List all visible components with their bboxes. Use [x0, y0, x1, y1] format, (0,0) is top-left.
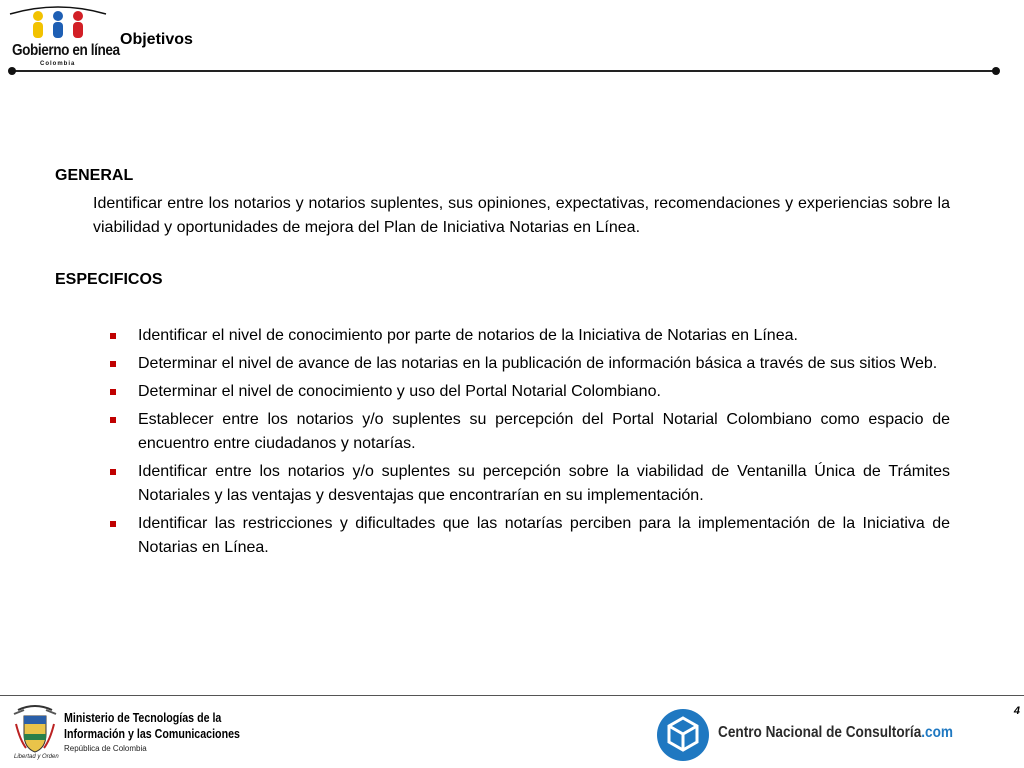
list-item — [55, 512, 950, 560]
bullet-square-icon — [110, 417, 116, 423]
colombia-coat-of-arms-icon — [12, 704, 58, 760]
general-heading: GENERAL — [55, 167, 134, 184]
motto: Libertad y Orden — [14, 754, 59, 760]
footer-divider — [0, 695, 1024, 696]
divider-left-dot — [8, 67, 16, 75]
bullet-square-icon — [110, 469, 116, 475]
header-divider — [12, 70, 996, 72]
list-item — [55, 324, 950, 348]
logo-name: Gobierno en línea — [12, 42, 120, 59]
list-item-text: Identificar el nivel de conocimiento por parte de notarios de la Iniciativa de Notarias en Línea. — [138, 327, 798, 344]
cnc-name — [718, 724, 953, 742]
list-item — [55, 352, 950, 376]
cnc-cube-icon — [656, 708, 710, 762]
bullet-square-icon — [110, 521, 116, 527]
especificos-heading: ESPECIFICOS — [55, 271, 163, 288]
general-paragraph: Identificar entre los notarios y notarios suplentes, sus opiniones, expectativas, recomendaciones y experiencias sobre la viabilidad y oportunidades de mejora del Plan de Iniciativa Notarias en Línea. — [93, 195, 950, 236]
gobierno-en-linea-logo — [8, 4, 120, 70]
ministry-country: República de Colombia — [64, 744, 147, 753]
ministry-name-line1: Ministerio de Tecnologías de la — [64, 710, 222, 725]
page-title: Objetivos — [120, 31, 193, 48]
logo-subtitle: Colombia — [40, 61, 76, 67]
bullet-square-icon — [110, 361, 116, 367]
page-number: 4 — [1013, 705, 1020, 717]
list-item — [55, 460, 950, 508]
especificos-list — [55, 324, 950, 560]
bullet-square-icon — [110, 333, 116, 339]
cnc-name-main: Centro Nacional de Consultoría — [718, 724, 922, 741]
list-item-text: Determinar el nivel de conocimiento y uso del Portal Notarial Colombiano. — [138, 383, 661, 400]
ministry-logo — [12, 704, 252, 764]
list-item — [55, 408, 950, 456]
list-item-text: Determinar el nivel de avance de las notarias en la publicación de información básica a través de sus sitios Web. — [138, 355, 938, 372]
cnc-domain: .com — [921, 724, 954, 741]
list-item-text: Establecer entre los notarios y/o suplentes su percepción del Portal Notarial Colombiano como espacio de encuentro entre ciudadanos y notarías. — [138, 411, 950, 452]
divider-right-dot — [992, 67, 1000, 75]
bullet-square-icon — [110, 389, 116, 395]
ministry-name-line2: Información y las Comunicaciones — [64, 726, 240, 741]
logo-figures-icon — [8, 4, 108, 44]
list-item-text: Identificar las restricciones y dificultades que las notarías perciben para la implementación de la Iniciativa de Notarias en Línea. — [138, 515, 950, 556]
cnc-logo — [656, 708, 976, 764]
list-item — [55, 380, 950, 404]
list-item-text: Identificar entre los notarios y/o suplentes su percepción sobre la viabilidad de Ventanilla Única de Trámites Notariales y las ventajas y desventajas que encontrarían en su implementación. — [138, 463, 950, 504]
objectives-content — [55, 164, 950, 564]
